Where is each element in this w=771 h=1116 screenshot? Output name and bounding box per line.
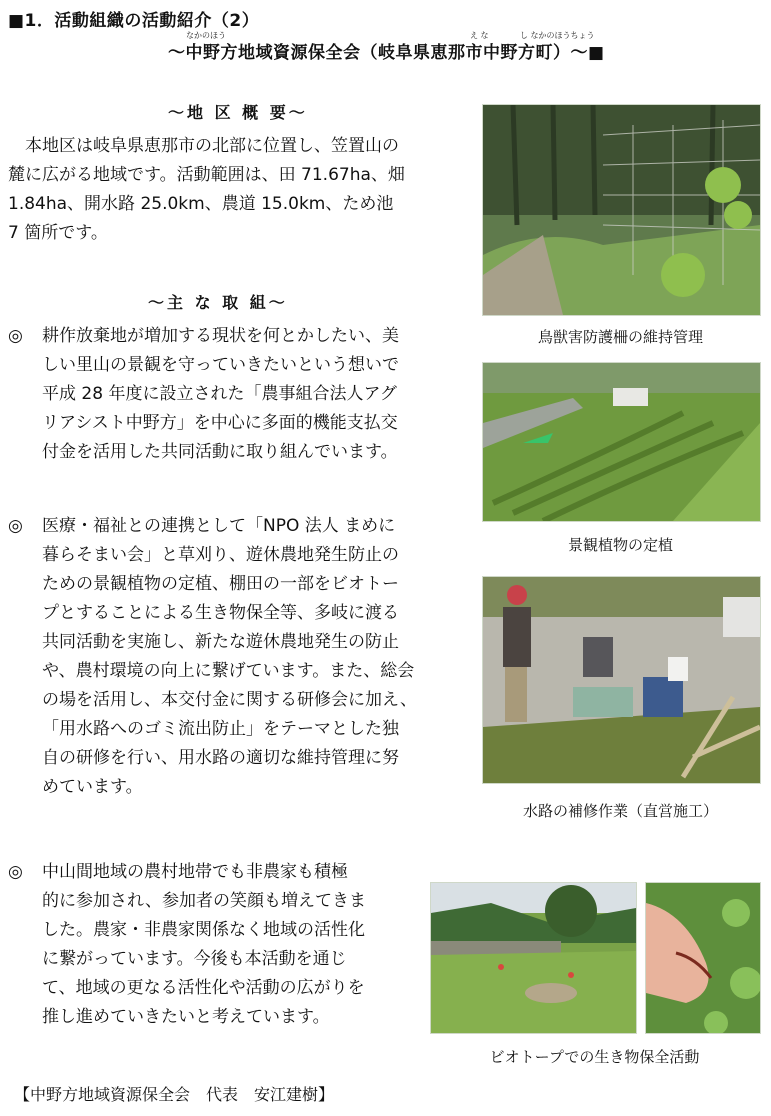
caption-biotope: ビオトープでの生き物保全活動 bbox=[489, 1048, 700, 1066]
overview-heading: ～地 区 概 要～ bbox=[168, 103, 308, 122]
fence-photo bbox=[482, 104, 761, 316]
bullet-line: リアシスト中野方」を中心に多面的機能支払交 bbox=[42, 413, 398, 433]
overview-line: 本地区は岐阜県恵那市の北部に位置し、笠置山の bbox=[8, 136, 399, 156]
ruby-ena: え な bbox=[470, 31, 489, 40]
bullet-line: 自の研修を行い、用水路の適切な維持管理に努 bbox=[42, 748, 399, 768]
overview-line: 7 箇所です。 bbox=[8, 223, 108, 243]
bullet-line: プとすることによる生き物保全等、多岐に渡る bbox=[42, 603, 399, 623]
waterway-photo bbox=[482, 576, 761, 784]
waterway-photo-illustration bbox=[483, 577, 760, 783]
bullet-mark: ◎ bbox=[8, 326, 23, 346]
caption-planting: 景観植物の定植 bbox=[567, 536, 673, 554]
bullet-line: の場を活用し、本交付金に関する研修会に加え、 bbox=[42, 690, 418, 710]
bullet-line: 耕作放棄地が増加する現状を何とかしたい、美 bbox=[42, 326, 399, 346]
bullet-line: 平成 28 年度に設立された「農事組合法人アグ bbox=[42, 384, 397, 404]
header-line-2: ～中野方地域資源保全会（岐阜県恵那市中野方町）～■ bbox=[168, 43, 605, 63]
overview-text bbox=[8, 132, 473, 248]
bullet-line: 中山間地域の農村地帯でも非農家も積極 bbox=[42, 862, 348, 882]
ruby-nakanohoucho: し なかのほうちょう bbox=[520, 31, 595, 40]
creature-hand-illustration bbox=[646, 883, 760, 1033]
bullet-item bbox=[8, 858, 428, 1038]
bullet-line: ための景観植物の定植、棚田の一部をビオトー bbox=[42, 574, 399, 594]
bullet-line: 付金を活用した共同活動に取り組んでいます。 bbox=[42, 442, 398, 462]
bullet-line: 的に参加され、参加者の笑顔も増えてきま bbox=[42, 891, 367, 911]
bullet-line: しい里山の景観を守っていきたいという想いで bbox=[42, 355, 399, 375]
biotope-field-photo bbox=[430, 882, 637, 1034]
header-line-1: ■1．活動組織の活動紹介（2） bbox=[8, 11, 260, 31]
planting-photo bbox=[482, 362, 761, 522]
bullet-line: 推し進めていきたいと考えています。 bbox=[42, 1007, 330, 1027]
ruby-nakanohou: なかのほう bbox=[186, 31, 226, 40]
bullet-text bbox=[42, 512, 417, 802]
bullet-line: した。農家・非農家関係なく地域の活性化 bbox=[42, 920, 365, 940]
fence-photo-illustration bbox=[483, 105, 760, 315]
biotope-field-illustration bbox=[431, 883, 636, 1033]
bullet-mark: ◎ bbox=[8, 516, 23, 536]
bullet-line: 「用水路へのゴミ流出防止」をテーマとした独 bbox=[42, 719, 399, 739]
bullet-mark: ◎ bbox=[8, 862, 23, 882]
bullet-line: 暮らそまい会」と草刈り、遊休農地発生防止の bbox=[42, 545, 399, 565]
caption-fence: 鳥獣害防護柵の維持管理 bbox=[537, 328, 703, 346]
footer-representative: 【中野方地域資源保全会 代表 安江建樹】 bbox=[14, 1085, 335, 1104]
caption-waterway: 水路の補修作業（直営施工） bbox=[522, 802, 718, 820]
bullet-line: 共同活動を実施し、新たな遊休農地発生の防止 bbox=[42, 632, 399, 652]
creature-hand-photo bbox=[645, 882, 761, 1034]
bullet-item bbox=[8, 512, 478, 812]
main-heading: ～主 な 取 組～ bbox=[148, 293, 288, 312]
bullet-line: や、農村環境の向上に繋げています。また、総会 bbox=[42, 661, 415, 681]
bullet-line: 医療・福祉との連携として「NPO 法人 まめに bbox=[42, 516, 396, 536]
bullet-text bbox=[42, 858, 366, 1032]
bullet-line: に繋がっています。今後も本活動を通じ bbox=[42, 949, 347, 969]
bullet-text bbox=[42, 322, 399, 467]
planting-photo-illustration bbox=[483, 363, 760, 521]
overview-line: 麓に広がる地域です。活動範囲は、田 71.67ha、畑 bbox=[8, 165, 405, 185]
bullet-line: て、地域の更なる活性化や活動の広がりを bbox=[42, 978, 365, 998]
overview-line: 1.84ha、開水路 25.0km、農道 15.0km、ため池 bbox=[8, 194, 394, 214]
bullet-item bbox=[8, 322, 478, 472]
bullet-line: めています。 bbox=[42, 777, 143, 797]
